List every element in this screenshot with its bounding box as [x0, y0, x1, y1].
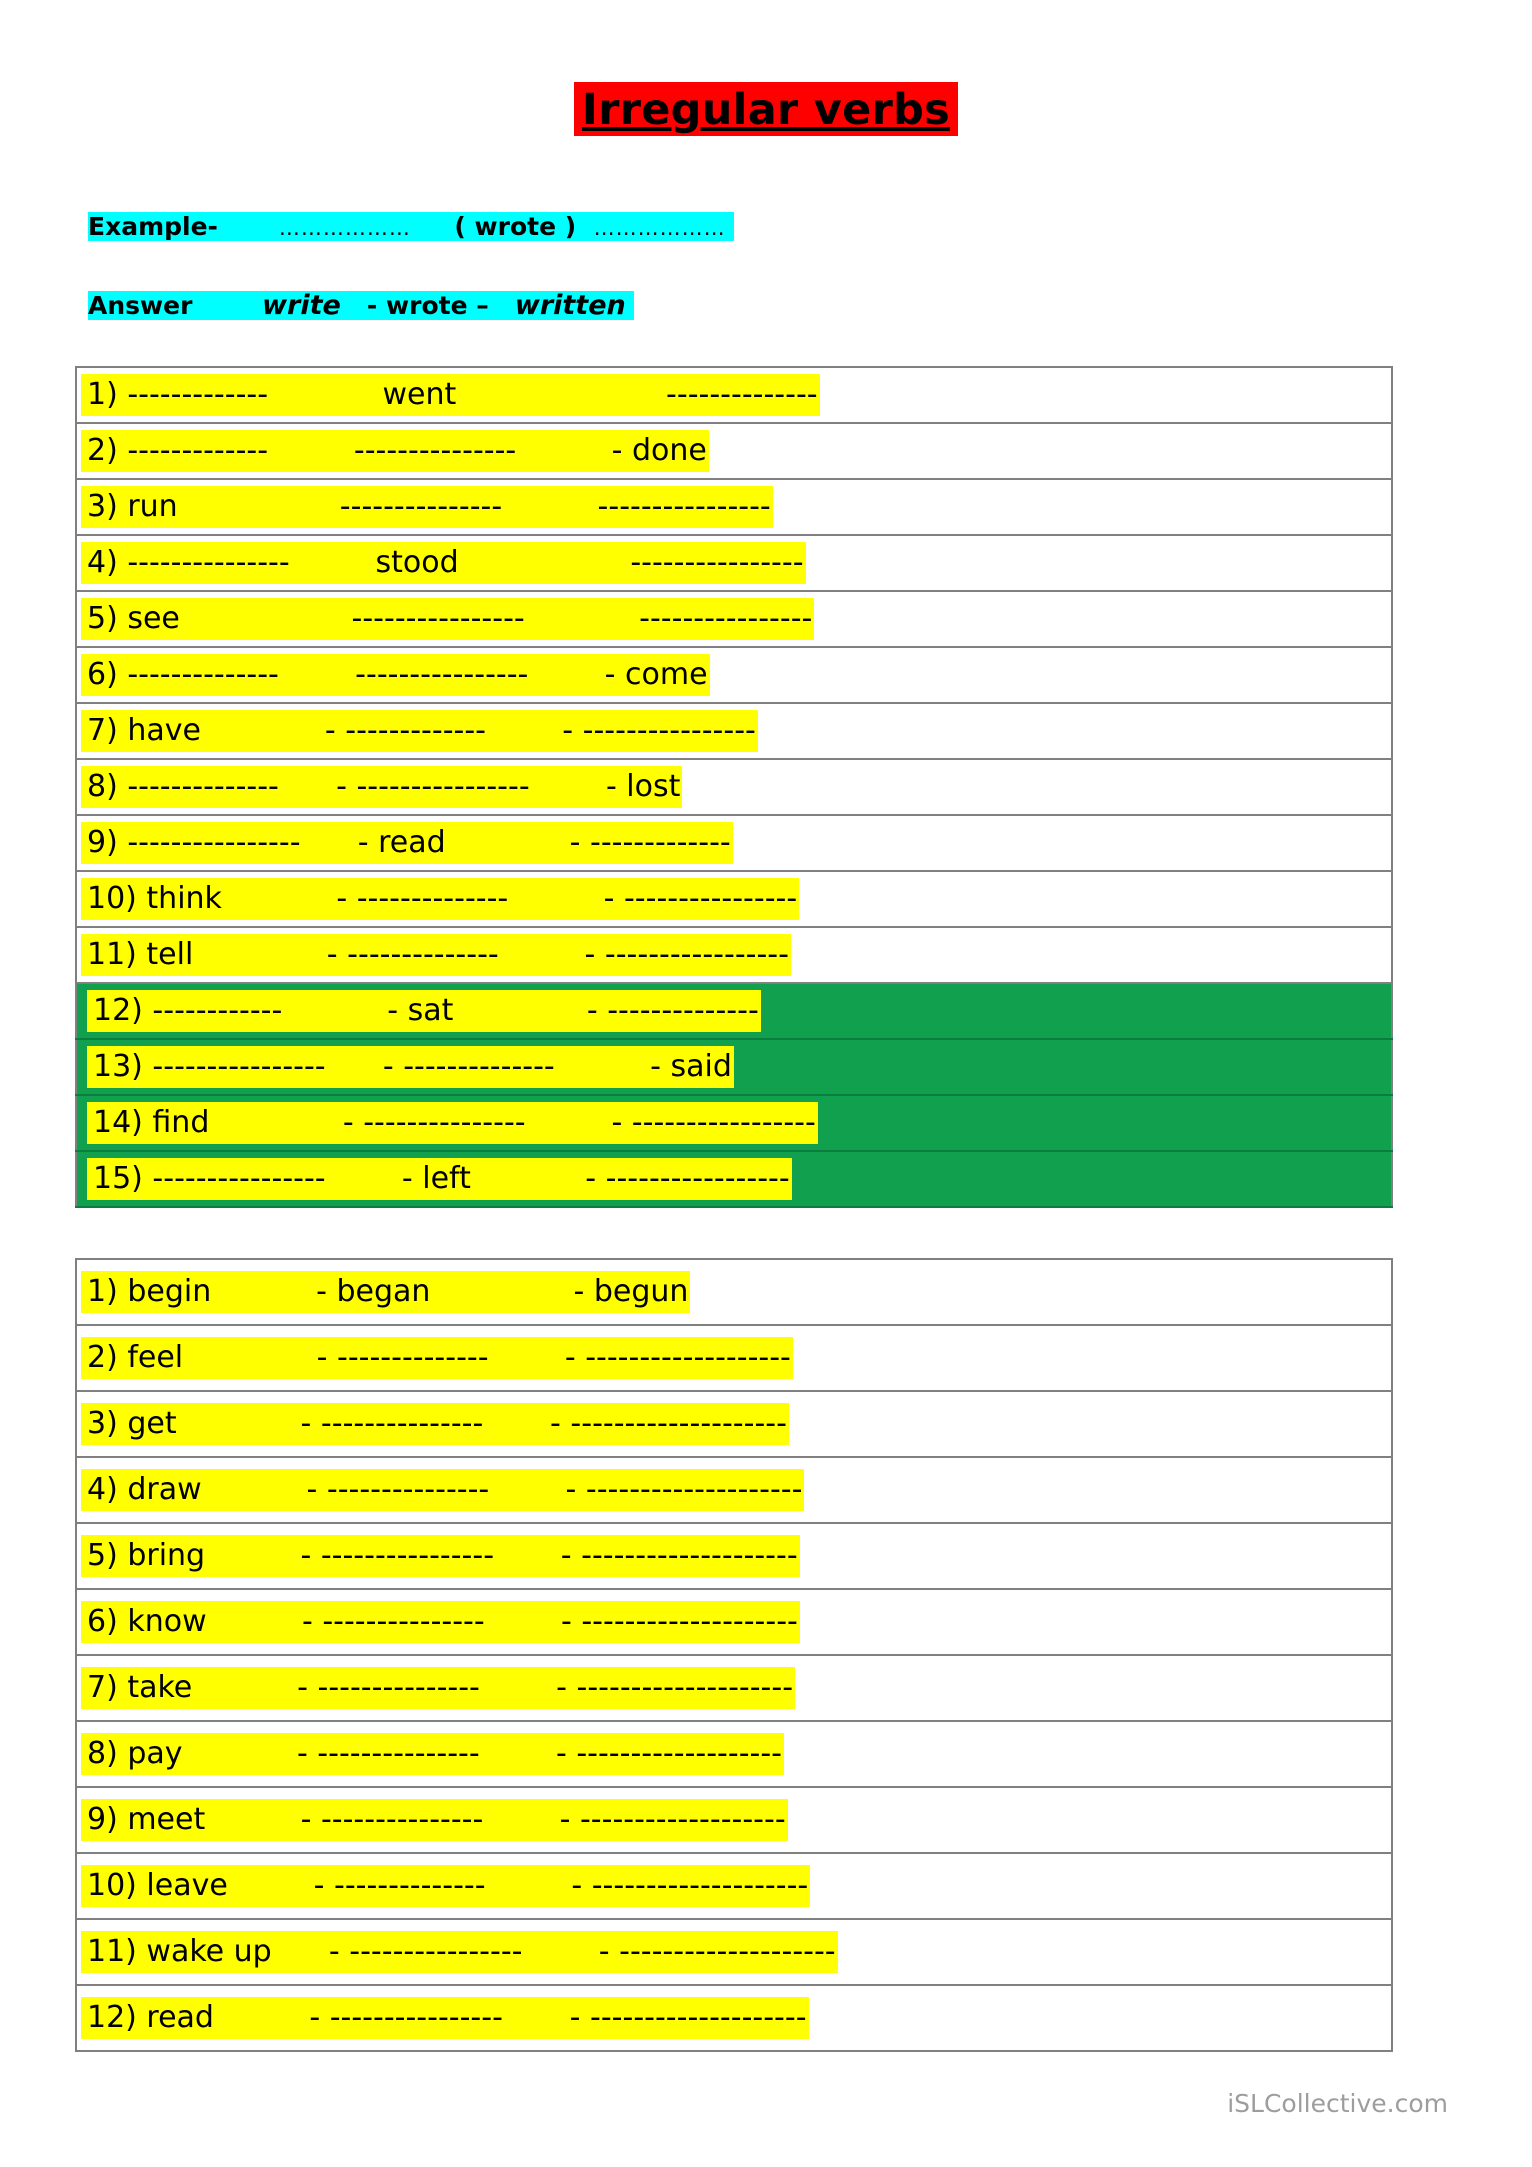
table-cell[interactable] — [76, 815, 1392, 871]
table-row[interactable] — [76, 647, 1392, 703]
answer-spacer-2 — [341, 291, 367, 320]
table-cell[interactable] — [76, 1391, 1392, 1457]
answer-separator-2: – — [476, 291, 489, 320]
table-cell[interactable] — [76, 1919, 1392, 1985]
exercise-table-one-body — [76, 367, 1392, 1207]
verb-line: 3) run --------------- ---------------- — [81, 486, 773, 528]
table-row[interactable] — [76, 1391, 1392, 1457]
table-row[interactable] — [76, 1457, 1392, 1523]
table-cell[interactable] — [76, 1853, 1392, 1919]
example-highlight — [88, 212, 734, 241]
verb-line: 11) tell - -------------- - ----------------- — [81, 934, 791, 976]
verb-line: 2) ------------- --------------- - done — [81, 430, 709, 472]
site-watermark: iSLCollective.com — [1227, 2089, 1448, 2118]
answer-highlight — [88, 291, 634, 320]
answer-spacer-3 — [377, 291, 386, 320]
table-row[interactable] — [76, 1655, 1392, 1721]
table-cell[interactable] — [76, 479, 1392, 535]
table-row-highlighted[interactable] — [76, 1151, 1392, 1207]
table-cell[interactable] — [76, 367, 1392, 423]
example-spacer-1 — [218, 212, 279, 241]
verb-line: 8) -------------- - ---------------- - lost — [81, 766, 682, 808]
verb-line: 6) know - --------------- - -------------------- — [81, 1601, 800, 1643]
table-cell[interactable] — [76, 1655, 1392, 1721]
exercise-table-two-body — [76, 1259, 1392, 2051]
verb-line: 5) bring - ---------------- - -------------------- — [81, 1535, 800, 1577]
answer-line — [88, 289, 634, 323]
answer-participle-form: written — [514, 290, 626, 321]
table-row[interactable] — [76, 1523, 1392, 1589]
verb-line: 1) begin - began - begun — [81, 1271, 690, 1313]
table-row[interactable] — [76, 367, 1392, 423]
table-cell[interactable] — [76, 927, 1392, 983]
verb-line: 8) pay - --------------- - ------------------- — [81, 1733, 784, 1775]
answer-spacer-5 — [489, 291, 515, 320]
table-row[interactable] — [76, 1985, 1392, 2051]
table-row[interactable] — [76, 1787, 1392, 1853]
table-cell[interactable] — [76, 1151, 1392, 1207]
verb-line: 4) draw - --------------- - -------------------- — [81, 1469, 804, 1511]
table-row[interactable] — [76, 871, 1392, 927]
table-row[interactable] — [76, 1853, 1392, 1919]
table-cell[interactable] — [76, 983, 1392, 1039]
verb-line: 1) ------------- went -------------- — [81, 374, 820, 416]
verb-line: 14) find - --------------- - ----------------- — [87, 1102, 818, 1144]
verb-line: 12) ------------ - sat - -------------- — [87, 990, 761, 1032]
example-spacer-3 — [576, 212, 593, 241]
example-gap-1: ……………… — [278, 216, 411, 240]
verb-line: 5) see ---------------- ---------------- — [81, 598, 814, 640]
verb-line: 13) ---------------- - -------------- - said — [87, 1046, 734, 1088]
table-cell[interactable] — [76, 703, 1392, 759]
example-trailing-space — [726, 212, 735, 241]
verb-line: 9) meet - --------------- - ------------------- — [81, 1799, 788, 1841]
answer-past-form: wrote — [386, 291, 468, 320]
verb-line: 10) think - -------------- - ---------------- — [81, 878, 799, 920]
table-cell[interactable] — [76, 1721, 1392, 1787]
example-spacer-2 — [411, 212, 455, 241]
page-title-container — [0, 82, 1532, 136]
answer-trailing-space — [626, 291, 635, 320]
table-row[interactable] — [76, 1919, 1392, 1985]
table-cell[interactable] — [76, 423, 1392, 479]
exercise-table-one — [75, 366, 1393, 1208]
answer-spacer-1 — [192, 291, 262, 320]
example-gap-2: ……………… — [593, 216, 726, 240]
page-title: Irregular verbs — [574, 82, 958, 136]
answer-spacer-4 — [468, 291, 477, 320]
table-row[interactable] — [76, 759, 1392, 815]
table-cell[interactable] — [76, 1259, 1392, 1325]
table-row[interactable] — [76, 1259, 1392, 1325]
verb-line: 11) wake up - ---------------- - -------------------- — [81, 1931, 838, 1973]
table-row[interactable] — [76, 1721, 1392, 1787]
answer-separator-1: - — [366, 291, 378, 320]
answer-label: Answer — [88, 291, 193, 320]
table-cell[interactable] — [76, 759, 1392, 815]
table-row[interactable] — [76, 1325, 1392, 1391]
example-line — [88, 210, 734, 245]
verb-line: 2) feel - -------------- - ------------------- — [81, 1337, 793, 1379]
table-cell[interactable] — [76, 591, 1392, 647]
verb-line: 9) ---------------- - read - ------------- — [81, 822, 733, 864]
verb-line: 7) take - --------------- - -------------------- — [81, 1667, 795, 1709]
verb-line: 7) have - ------------- - ---------------- — [81, 710, 758, 752]
table-cell[interactable] — [76, 1985, 1392, 2051]
table-cell[interactable] — [76, 1039, 1392, 1095]
example-label: Example- — [88, 212, 218, 241]
table-row[interactable] — [76, 703, 1392, 759]
table-row[interactable] — [76, 591, 1392, 647]
table-row[interactable] — [76, 423, 1392, 479]
verb-line: 4) --------------- stood ---------------- — [81, 542, 806, 584]
table-cell[interactable] — [76, 535, 1392, 591]
table-cell[interactable] — [76, 1589, 1392, 1655]
verb-line: 6) -------------- ---------------- - come — [81, 654, 710, 696]
table-cell[interactable] — [76, 1457, 1392, 1523]
verb-line: 3) get - --------------- - -------------------- — [81, 1403, 789, 1445]
table-cell[interactable] — [76, 1787, 1392, 1853]
exercise-table-two — [75, 1258, 1393, 2052]
table-cell[interactable] — [76, 1523, 1392, 1589]
table-row[interactable] — [76, 479, 1392, 535]
verb-line: 15) ---------------- - left - ----------------- — [87, 1158, 792, 1200]
table-row[interactable] — [76, 1589, 1392, 1655]
answer-base-form: write — [262, 290, 341, 321]
table-cell[interactable] — [76, 1095, 1392, 1151]
table-row[interactable] — [76, 535, 1392, 591]
verb-line: 12) read - ---------------- - -------------------- — [81, 1997, 809, 2039]
table-row-highlighted[interactable] — [76, 1039, 1392, 1095]
table-row-highlighted[interactable] — [76, 983, 1392, 1039]
table-row[interactable] — [76, 927, 1392, 983]
table-cell[interactable] — [76, 1325, 1392, 1391]
table-row[interactable] — [76, 815, 1392, 871]
example-answer-given: ( wrote ) — [454, 212, 577, 241]
table-row-highlighted[interactable] — [76, 1095, 1392, 1151]
table-cell[interactable] — [76, 647, 1392, 703]
verb-line: 10) leave - -------------- - -------------------- — [81, 1865, 810, 1907]
table-cell[interactable] — [76, 871, 1392, 927]
